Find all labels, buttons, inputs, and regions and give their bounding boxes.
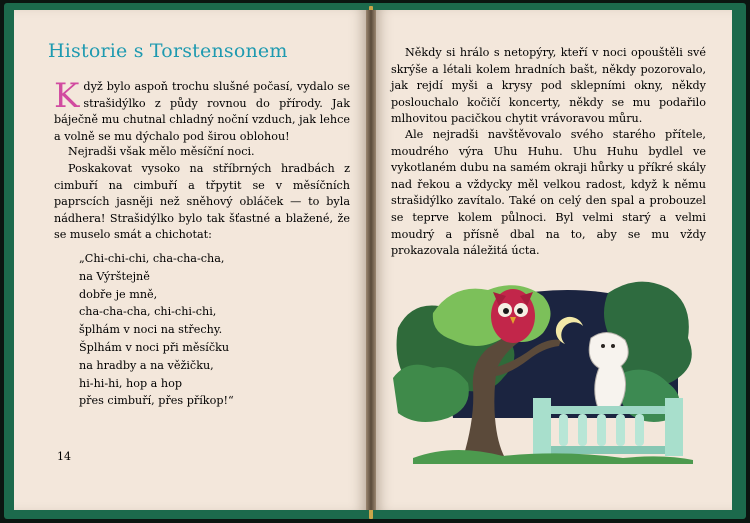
book-gutter xyxy=(366,10,376,510)
balustrade-baluster xyxy=(616,414,625,446)
poem xyxy=(79,250,339,410)
balustrade-post-left xyxy=(533,398,551,456)
left-paragraph-2: Nejradši však mělo měsíční noci. xyxy=(68,145,255,158)
spine-clasp-bottom xyxy=(369,509,373,519)
balustrade-rail xyxy=(533,406,683,414)
poem-line: přes cimbuří, přes příkop!“ xyxy=(79,394,234,408)
left-paragraph-1 xyxy=(54,76,350,145)
poem-line: cha-cha-cha, chi-chi-chi, xyxy=(79,305,217,319)
chapter-title: Historie s Torstensonem xyxy=(48,40,288,62)
poem-line: Šplhám v noci při měsíčku xyxy=(79,340,230,354)
poem-line: hi-hi-hi, hop a hop xyxy=(79,376,183,390)
balustrade-baluster xyxy=(578,414,587,446)
left-paragraph-3: Poskakovat vysoko na stříbrných hradbách z cimbuří na cimbuří a třpytit se v měsíčních paprscích jasněji než sněhový obláček — to byla nádhera! Strašidýlko bylo tak šťastné a blažené, že se muselo smát a chichotat: xyxy=(54,162,350,242)
balustrade-post-right xyxy=(665,398,683,456)
poem-line: šplhám v noci na střechy. xyxy=(79,323,223,337)
balustrade-base xyxy=(533,446,683,454)
drop-cap: K xyxy=(54,76,80,116)
right-paragraph-1: Někdy si hrálo s netopýry, kteří v noci opouštěli své skrýše a létali kolem hradních bašt, někdy pozorovalo, jak rejdí myši a krysy pod sklepními okny, někdy poslouchalo kočičí koncerty, někdy se mu podařilo mlhovitou pacičkou chytit vrávoravou můru. xyxy=(391,46,706,126)
balustrade-baluster xyxy=(597,414,606,446)
poem-line: dobře je mně, xyxy=(79,287,158,301)
poem-line: „Chi-chi-chi, cha-cha-cha, xyxy=(79,252,225,265)
poem-line: na Výrštejně xyxy=(79,269,150,283)
right-paragraph-2: Ale nejradši navštěvovalo svého starého přítele, moudrého výra Uhu Huhu. Uhu Huhu bydlel ve vykotlaném dubu na samém okraji hůrky u příkré skály nad řekou a vždycky měl velkou radost, když k němu strašidýlko zavítalo. Také on celý den spal a probouzel se teprve kolem půlnoci. Byl velmi starý a velmi moudrý a přísně dbal na to, aby se mu vždy prokazovala náležitá úcta. xyxy=(391,128,706,258)
left-paragraph-1-text: dyž bylo aspoň trochu slušné počasí, vydalo se strašidýlko z půdy rovnou do přírody. Jak báječně mu chutnal chladný noční vzduch, jak lehce a volně se mu dýchalo pod širou oblohou! xyxy=(54,80,350,143)
page-number: 14 xyxy=(57,450,71,463)
balustrade-baluster xyxy=(559,414,568,446)
owl-and-ghost-illustration xyxy=(393,268,699,468)
poem-line: na hradby a na věžičku, xyxy=(79,358,214,372)
balustrade-baluster xyxy=(635,414,644,446)
